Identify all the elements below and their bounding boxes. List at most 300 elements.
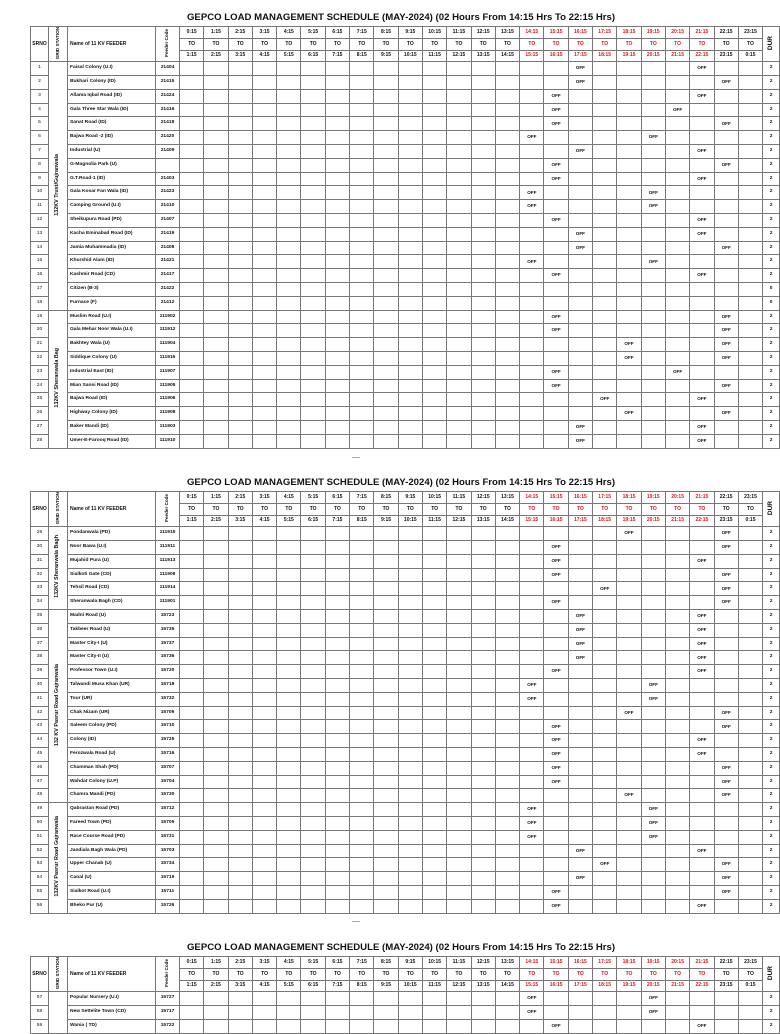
row-srno: 49 <box>31 803 49 817</box>
empty-cell <box>398 885 422 899</box>
feeder-code: 15719 <box>156 872 180 886</box>
empty-cell <box>714 365 738 379</box>
empty-cell <box>277 527 301 541</box>
empty-cell <box>180 145 204 159</box>
empty-cell <box>617 872 641 886</box>
slot-end-time: 18:15 <box>593 515 617 527</box>
empty-cell <box>568 283 592 297</box>
empty-cell <box>617 89 641 103</box>
feeder-code: 21422 <box>156 283 180 297</box>
empty-cell <box>641 623 665 637</box>
empty-cell <box>520 241 544 255</box>
slot-to-label: TO <box>350 38 374 50</box>
off-cell: OFF <box>641 131 665 145</box>
feeder-code: 15710 <box>156 720 180 734</box>
empty-cell <box>665 131 689 145</box>
empty-cell <box>374 844 398 858</box>
feeder-name: Takbeer Road (U) <box>68 623 156 637</box>
empty-cell <box>325 365 349 379</box>
slot-to-label: TO <box>714 38 738 50</box>
empty-cell <box>350 393 374 407</box>
empty-cell <box>252 310 276 324</box>
empty-cell <box>447 296 471 310</box>
schedule-table <box>30 491 780 914</box>
off-cell: OFF <box>544 379 568 393</box>
off-cell: OFF <box>617 338 641 352</box>
empty-cell <box>228 420 252 434</box>
empty-cell <box>520 158 544 172</box>
row-srno: 22 <box>31 351 49 365</box>
empty-cell <box>252 269 276 283</box>
slot-end-time: 13:15 <box>471 515 495 527</box>
empty-cell <box>422 172 446 186</box>
table-row <box>31 651 780 665</box>
empty-cell <box>180 269 204 283</box>
empty-cell <box>593 407 617 421</box>
empty-cell <box>714 269 738 283</box>
empty-cell <box>714 145 738 159</box>
feeder-name: Kashmir Road (CD) <box>68 269 156 283</box>
header-duration-label: DUR <box>766 36 774 51</box>
slot-end-time: 15:15 <box>520 50 544 62</box>
empty-cell <box>277 748 301 762</box>
empty-cell <box>398 255 422 269</box>
empty-cell <box>204 992 228 1006</box>
feeder-code: 21408 <box>156 241 180 255</box>
empty-cell <box>714 651 738 665</box>
empty-cell <box>228 830 252 844</box>
slot-from-time: 22:15 <box>714 27 738 39</box>
empty-cell <box>690 761 714 775</box>
empty-cell <box>471 706 495 720</box>
empty-cell <box>204 692 228 706</box>
empty-cell <box>593 872 617 886</box>
empty-cell <box>398 103 422 117</box>
slot-end-time: 20:15 <box>641 980 665 992</box>
empty-cell <box>617 858 641 872</box>
empty-cell <box>374 541 398 555</box>
empty-cell <box>398 1019 422 1033</box>
empty-cell <box>277 582 301 596</box>
empty-cell <box>568 89 592 103</box>
empty-cell <box>301 541 325 555</box>
empty-cell <box>350 117 374 131</box>
table-row <box>31 885 780 899</box>
empty-cell <box>204 541 228 555</box>
empty-cell <box>325 637 349 651</box>
slot-from-time: 4:15 <box>277 27 301 39</box>
empty-cell <box>520 283 544 297</box>
empty-cell <box>447 541 471 555</box>
off-cell: OFF <box>714 541 738 555</box>
header-feeder-code <box>156 27 180 62</box>
empty-cell <box>593 283 617 297</box>
feeder-name: Gala Mehar Noor Wala (U.I) <box>68 324 156 338</box>
empty-cell <box>617 420 641 434</box>
empty-cell <box>252 241 276 255</box>
row-duration: 2 <box>763 393 780 407</box>
off-cell: OFF <box>544 365 568 379</box>
empty-cell <box>398 803 422 817</box>
row-duration: 2 <box>763 145 780 159</box>
empty-cell <box>714 830 738 844</box>
slot-to-label: TO <box>252 968 276 980</box>
empty-cell <box>350 568 374 582</box>
empty-cell <box>301 899 325 913</box>
empty-cell <box>301 338 325 352</box>
empty-cell <box>495 706 519 720</box>
empty-cell <box>277 338 301 352</box>
empty-cell <box>617 379 641 393</box>
empty-cell <box>447 186 471 200</box>
slot-to-label: TO <box>568 38 592 50</box>
empty-cell <box>593 637 617 651</box>
row-srno: 20 <box>31 324 49 338</box>
empty-cell <box>301 89 325 103</box>
empty-cell <box>180 803 204 817</box>
slot-from-time: 9:15 <box>398 27 422 39</box>
empty-cell <box>495 117 519 131</box>
empty-cell <box>665 76 689 90</box>
empty-cell <box>252 679 276 693</box>
empty-cell <box>325 692 349 706</box>
empty-cell <box>738 434 762 448</box>
empty-cell <box>277 145 301 159</box>
empty-cell <box>180 734 204 748</box>
empty-cell <box>714 992 738 1006</box>
off-cell: OFF <box>544 172 568 186</box>
off-cell: OFF <box>714 76 738 90</box>
empty-cell <box>277 89 301 103</box>
empty-cell <box>738 554 762 568</box>
empty-cell <box>471 269 495 283</box>
empty-cell <box>180 637 204 651</box>
empty-cell <box>422 310 446 324</box>
feeder-name: Jandiala Bagh Wala (PD) <box>68 844 156 858</box>
empty-cell <box>714 131 738 145</box>
empty-cell <box>228 172 252 186</box>
empty-cell <box>228 623 252 637</box>
empty-cell <box>641 103 665 117</box>
empty-cell <box>180 227 204 241</box>
empty-cell <box>568 679 592 693</box>
empty-cell <box>252 407 276 421</box>
empty-cell <box>325 582 349 596</box>
empty-cell <box>374 310 398 324</box>
empty-cell <box>738 186 762 200</box>
empty-cell <box>641 610 665 624</box>
empty-cell <box>301 1019 325 1033</box>
empty-cell <box>301 679 325 693</box>
empty-cell <box>277 651 301 665</box>
empty-cell <box>495 637 519 651</box>
empty-cell <box>568 803 592 817</box>
empty-cell <box>374 296 398 310</box>
empty-cell <box>568 816 592 830</box>
empty-cell <box>180 351 204 365</box>
empty-cell <box>228 103 252 117</box>
empty-cell <box>398 214 422 228</box>
empty-cell <box>374 692 398 706</box>
empty-cell <box>252 131 276 145</box>
slot-from-time: 2:15 <box>228 492 252 504</box>
empty-cell <box>277 720 301 734</box>
empty-cell <box>520 568 544 582</box>
empty-cell <box>471 393 495 407</box>
empty-cell <box>252 145 276 159</box>
empty-cell <box>398 637 422 651</box>
feeder-code: 15716 <box>156 748 180 762</box>
off-cell: OFF <box>714 761 738 775</box>
empty-cell <box>350 103 374 117</box>
empty-cell <box>714 283 738 297</box>
slot-to-label: TO <box>593 38 617 50</box>
slot-from-time: 10:15 <box>422 492 446 504</box>
row-srno: 5 <box>31 117 49 131</box>
empty-cell <box>350 296 374 310</box>
off-cell: OFF <box>690 172 714 186</box>
empty-cell <box>422 145 446 159</box>
slot-from-time: 7:15 <box>350 957 374 969</box>
empty-cell <box>422 62 446 76</box>
empty-cell <box>252 554 276 568</box>
slot-from-time: 16:15 <box>568 27 592 39</box>
empty-cell <box>301 1006 325 1020</box>
row-srno: 38 <box>31 651 49 665</box>
empty-cell <box>228 844 252 858</box>
empty-cell <box>204 885 228 899</box>
empty-cell <box>495 172 519 186</box>
row-srno: 58 <box>31 1006 49 1020</box>
empty-cell <box>252 296 276 310</box>
empty-cell <box>544 393 568 407</box>
feeder-code: 21407 <box>156 214 180 228</box>
empty-cell <box>228 255 252 269</box>
empty-cell <box>593 269 617 283</box>
empty-cell <box>471 89 495 103</box>
empty-cell <box>665 351 689 365</box>
table-row <box>31 269 780 283</box>
empty-cell <box>738 706 762 720</box>
empty-cell <box>301 582 325 596</box>
empty-cell <box>447 527 471 541</box>
empty-cell <box>568 214 592 228</box>
empty-cell <box>398 1006 422 1020</box>
empty-cell <box>495 720 519 734</box>
header-duration <box>763 492 780 527</box>
slot-end-time: 14:15 <box>495 50 519 62</box>
off-cell: OFF <box>714 596 738 610</box>
empty-cell <box>301 665 325 679</box>
empty-cell <box>252 186 276 200</box>
row-duration: 2 <box>763 734 780 748</box>
empty-cell <box>374 379 398 393</box>
empty-cell <box>471 324 495 338</box>
empty-cell <box>398 748 422 762</box>
slot-end-time: 2:15 <box>204 50 228 62</box>
feeder-name: Chak Nizam (UR) <box>68 706 156 720</box>
empty-cell <box>350 541 374 555</box>
off-cell: OFF <box>714 706 738 720</box>
empty-cell <box>180 158 204 172</box>
off-cell: OFF <box>544 214 568 228</box>
feeder-name: Industrial (U) <box>68 145 156 159</box>
empty-cell <box>277 365 301 379</box>
empty-cell <box>738 830 762 844</box>
empty-cell <box>665 761 689 775</box>
empty-cell <box>495 145 519 159</box>
empty-cell <box>422 637 446 651</box>
empty-cell <box>228 351 252 365</box>
empty-cell <box>180 623 204 637</box>
empty-cell <box>204 351 228 365</box>
slot-from-time: 19:15 <box>641 957 665 969</box>
empty-cell <box>277 62 301 76</box>
empty-cell <box>617 830 641 844</box>
off-cell: OFF <box>641 255 665 269</box>
empty-cell <box>325 76 349 90</box>
empty-cell <box>690 830 714 844</box>
empty-cell <box>228 872 252 886</box>
empty-cell <box>447 706 471 720</box>
table-row <box>31 145 780 159</box>
empty-cell <box>593 324 617 338</box>
feeder-name: G-Magnolia Park (U) <box>68 158 156 172</box>
off-cell: OFF <box>641 186 665 200</box>
empty-cell <box>277 665 301 679</box>
empty-cell <box>350 365 374 379</box>
empty-cell <box>665 872 689 886</box>
empty-cell <box>277 103 301 117</box>
slot-from-time: 22:15 <box>714 492 738 504</box>
empty-cell <box>301 407 325 421</box>
empty-cell <box>252 541 276 555</box>
empty-cell <box>690 283 714 297</box>
empty-cell <box>301 351 325 365</box>
empty-cell <box>544 200 568 214</box>
empty-cell <box>495 665 519 679</box>
row-duration: 2 <box>763 803 780 817</box>
empty-cell <box>398 734 422 748</box>
empty-cell <box>714 393 738 407</box>
off-cell: OFF <box>690 623 714 637</box>
slot-from-time: 3:15 <box>252 27 276 39</box>
empty-cell <box>204 200 228 214</box>
empty-cell <box>471 665 495 679</box>
empty-cell <box>228 117 252 131</box>
empty-cell <box>277 858 301 872</box>
empty-cell <box>690 582 714 596</box>
empty-cell <box>495 858 519 872</box>
feeder-name: Sheranwala Bagh (CD) <box>68 596 156 610</box>
empty-cell <box>422 720 446 734</box>
slot-from-time: 14:15 <box>520 957 544 969</box>
empty-cell <box>350 1019 374 1033</box>
grid-station-name: 132KV Trust/Gujranwala <box>54 153 61 216</box>
empty-cell <box>325 992 349 1006</box>
off-cell: OFF <box>690 89 714 103</box>
empty-cell <box>325 623 349 637</box>
slot-end-time: 4:15 <box>252 980 276 992</box>
feeder-code: 21409 <box>156 145 180 159</box>
slot-to-label: TO <box>228 503 252 515</box>
slot-from-time: 4:15 <box>277 957 301 969</box>
slot-end-time: 17:15 <box>568 980 592 992</box>
empty-cell <box>180 844 204 858</box>
empty-cell <box>520 872 544 886</box>
empty-cell <box>204 172 228 186</box>
feeder-code: 15709 <box>156 706 180 720</box>
feeder-code: 15705 <box>156 816 180 830</box>
empty-cell <box>471 296 495 310</box>
empty-cell <box>252 1019 276 1033</box>
empty-cell <box>641 885 665 899</box>
table-row <box>31 844 780 858</box>
empty-cell <box>665 89 689 103</box>
empty-cell <box>301 186 325 200</box>
slot-end-time: 22:15 <box>690 980 714 992</box>
empty-cell <box>422 379 446 393</box>
empty-cell <box>180 816 204 830</box>
off-cell: OFF <box>665 103 689 117</box>
empty-cell <box>593 310 617 324</box>
feeder-code: 21416 <box>156 103 180 117</box>
feeder-code: 21404 <box>156 62 180 76</box>
empty-cell <box>228 186 252 200</box>
feeder-name: Khurshid Alam (ID) <box>68 255 156 269</box>
empty-cell <box>422 541 446 555</box>
empty-cell <box>738 679 762 693</box>
slot-end-time: 9:15 <box>374 515 398 527</box>
table-row <box>31 214 780 228</box>
empty-cell <box>301 103 325 117</box>
empty-cell <box>617 610 641 624</box>
empty-cell <box>447 816 471 830</box>
empty-cell <box>593 172 617 186</box>
empty-cell <box>325 568 349 582</box>
feeder-name: New Settelite Town (CD) <box>68 1006 156 1020</box>
empty-cell <box>447 885 471 899</box>
table-row <box>31 679 780 693</box>
empty-cell <box>180 241 204 255</box>
empty-cell <box>180 131 204 145</box>
empty-cell <box>325 679 349 693</box>
empty-cell <box>422 610 446 624</box>
empty-cell <box>277 255 301 269</box>
empty-cell <box>544 872 568 886</box>
empty-cell <box>641 365 665 379</box>
empty-cell <box>593 568 617 582</box>
empty-cell <box>277 844 301 858</box>
empty-cell <box>593 596 617 610</box>
empty-cell <box>495 420 519 434</box>
row-duration: 2 <box>763 103 780 117</box>
grid-station-cell <box>49 527 68 610</box>
slot-to-label: TO <box>228 38 252 50</box>
empty-cell <box>544 255 568 269</box>
off-cell: OFF <box>568 241 592 255</box>
empty-cell <box>350 872 374 886</box>
empty-cell <box>252 365 276 379</box>
empty-cell <box>374 434 398 448</box>
slot-end-time: 1:15 <box>180 980 204 992</box>
off-cell: OFF <box>544 596 568 610</box>
slot-from-time: 11:15 <box>447 492 471 504</box>
empty-cell <box>568 310 592 324</box>
empty-cell <box>398 899 422 913</box>
empty-cell <box>228 803 252 817</box>
slot-to-label: TO <box>447 968 471 980</box>
